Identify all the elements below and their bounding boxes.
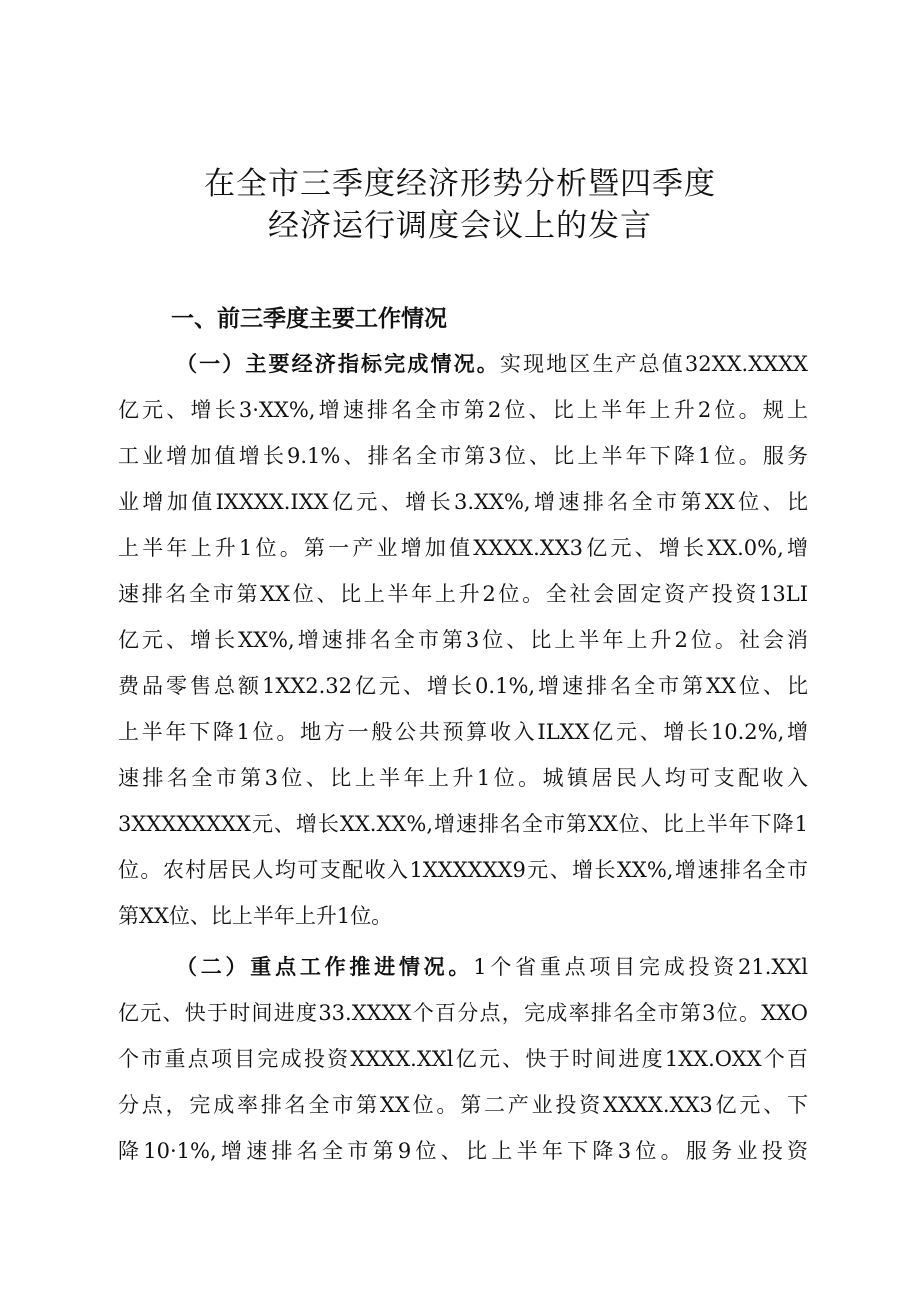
paragraph-line: 亿元、增长3·XX%,增速排名全市第2位、比上半年上升2位。规上 bbox=[118, 398, 808, 422]
paragraph-line: 降10·1%,增速排名全市第9位、比上半年下降3位。服务业投资 bbox=[118, 1139, 808, 1163]
paragraph-line: 第XX位、比上半年上升1位。 bbox=[118, 904, 393, 928]
paragraph-line: 亿元、快于时间进度33.XXXX个百分点，完成率排名全市第3位。XXO bbox=[118, 1001, 808, 1025]
paragraph-line: 上半年下降1位。地方一般公共预算收入ILXX亿元、增长10.2%,增 bbox=[118, 720, 808, 744]
paragraph-1-line-1 bbox=[176, 348, 808, 380]
paragraph-line: 速排名全市第XX位、比上半年上升2位。全社会固定资产投资13LI bbox=[118, 582, 808, 606]
paragraph-2-line-1 bbox=[176, 951, 808, 983]
paragraph-line: 位。农村居民人均可支配收入1XXXXXX9元、增长XX%,增速排名全市 bbox=[118, 858, 808, 882]
subsection-2-heading: （二）重点工作推进情况。 bbox=[176, 955, 474, 979]
paragraph-line: 亿元、增长XX%,增速排名全市第3位、比上半年上升2位。社会消 bbox=[118, 628, 808, 652]
paragraph-2-text: 1个省重点项目完成投资21.XXl bbox=[473, 955, 809, 979]
paragraph-1-text: 实现地区生产总值32XX.XXXX bbox=[499, 352, 808, 376]
paragraph-line: 费品零售总额1XX2.32亿元、增长0.1%,增速排名全市第XX位、比 bbox=[118, 674, 808, 698]
paragraph-line: 工业增加值增长9.1%、排名全市第3位、比上半年下降1位。服务 bbox=[118, 444, 808, 468]
paragraph-line: 3XXXXXXXX元、增长XX.XX%,增速排名全市第XX位、比上半年下降1 bbox=[118, 812, 808, 836]
document-title-line-2: 经济运行调度会议上的发言 bbox=[268, 208, 652, 244]
document-title-line-1: 在全市三季度经济形势分析暨四季度 bbox=[204, 166, 716, 202]
subsection-1-heading: （一）主要经济指标完成情况。 bbox=[176, 352, 500, 376]
paragraph-line: 个市重点项目完成投资XXXX.XXl亿元、快于时间进度1XX.OXX个百 bbox=[118, 1047, 808, 1071]
paragraph-line: 上半年上升1位。第一产业增加值XXXX.XX3亿元、增长XX.0%,增 bbox=[118, 536, 808, 560]
paragraph-line: 分点，完成率排名全市第XX位。第二产业投资XXXX.XX3亿元、下 bbox=[118, 1093, 808, 1117]
paragraph-line: 速排名全市第3位、比上半年上升1位。城镇居民人均可支配收入 bbox=[118, 766, 808, 790]
paragraph-line: 业增加值IXXXX.IXX亿元、增长3.XX%,增速排名全市第XX位、比 bbox=[118, 490, 808, 514]
section-1-heading: 一、前三季度主要工作情况 bbox=[171, 306, 447, 332]
